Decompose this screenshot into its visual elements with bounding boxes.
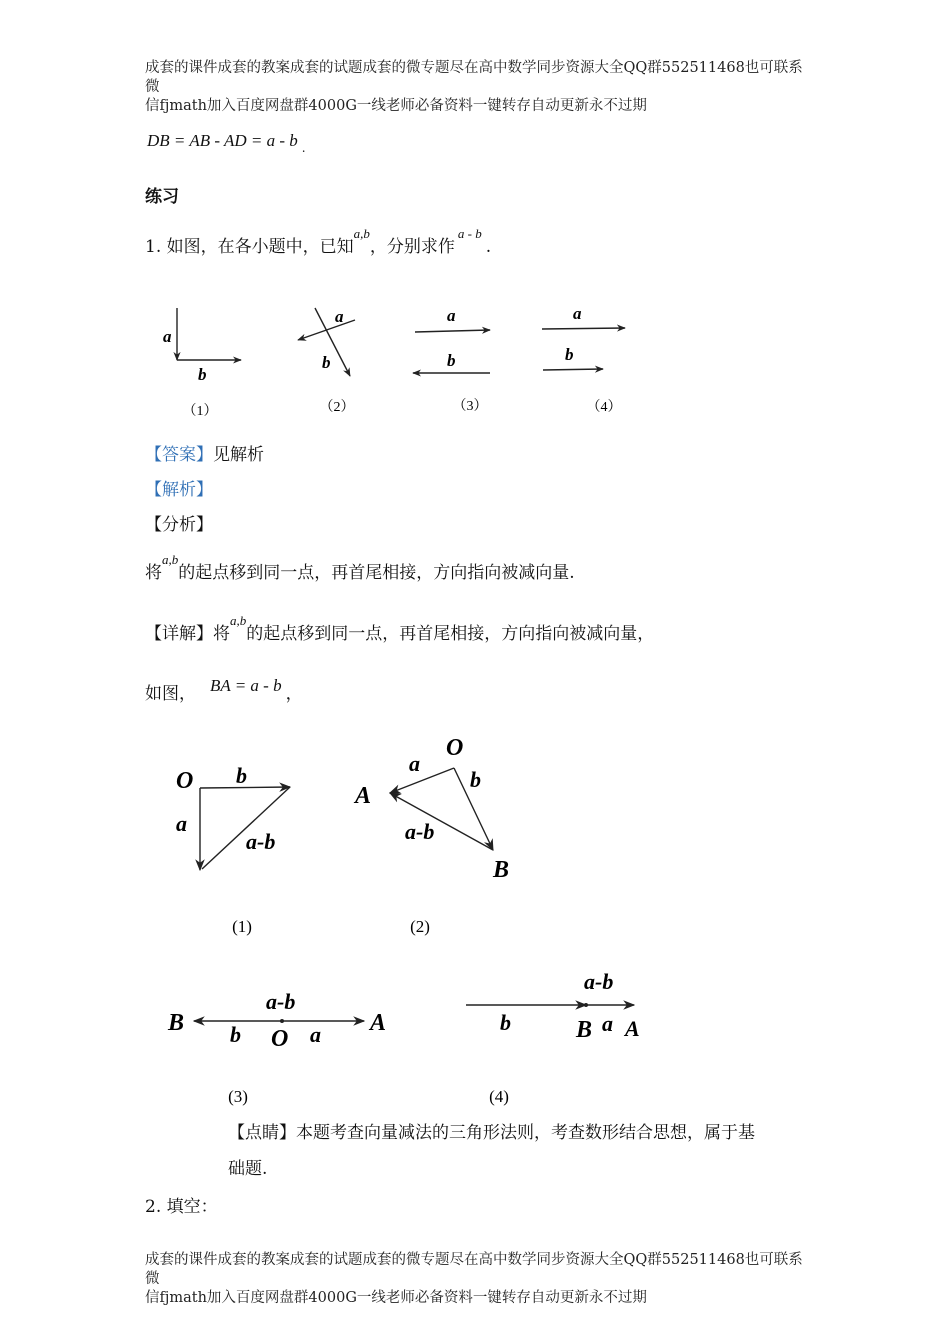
fig1-2-vector-b bbox=[315, 308, 350, 376]
fig1-caption-4: （4） bbox=[586, 400, 622, 415]
fig1-1-label-b: b bbox=[198, 365, 207, 384]
answer-line bbox=[145, 444, 264, 466]
fig2-2-label-amb: a-b bbox=[405, 819, 435, 844]
header-banner bbox=[145, 59, 815, 116]
equation-db bbox=[147, 130, 306, 153]
fig1-4-label-b: b bbox=[565, 345, 574, 364]
answer-tag: 【答案】 bbox=[145, 445, 213, 465]
footer-line-2: 信fjmath加入百度网盘群4000G一线老师必备资料一键转存自动更新永不过期 bbox=[145, 1290, 647, 1306]
fig2-3-label-amb: a-b bbox=[266, 989, 296, 1014]
fig2-2-point-O: O bbox=[446, 735, 464, 761]
fig1-caption-1: （1） bbox=[182, 404, 218, 419]
q1-amb: a - b bbox=[457, 226, 482, 241]
fig1-3-vector-a bbox=[415, 330, 490, 332]
practice-title: 练习 bbox=[145, 187, 179, 207]
question-2: 2. 填空： bbox=[145, 1197, 218, 1217]
fig2-3-label-b: b bbox=[230, 1022, 241, 1047]
fig2-1-label-b: b bbox=[236, 763, 247, 788]
fig2-4-label-a: a bbox=[602, 1011, 613, 1036]
fig2-caption-1: (1) bbox=[232, 917, 252, 936]
footer-line-1: 成套的课件成套的教案成套的试题成套的微专题尽在高中数学同步资源大全QQ群552511468也可联系微 bbox=[145, 1252, 803, 1287]
detail-text: 的起点移到同一点，再首尾相接，方向指向被减向量， bbox=[246, 624, 655, 644]
footer-banner bbox=[145, 1251, 815, 1308]
fig2-caption-2: (2) bbox=[410, 917, 430, 936]
analysis-tag: 【解析】 bbox=[145, 480, 213, 500]
fig2-3-point-O: O bbox=[271, 1026, 289, 1052]
fig1-2-label-b: b bbox=[322, 353, 331, 372]
fig2-caption-3: (3) bbox=[228, 1087, 248, 1106]
fig2-1-label-amb: a-b bbox=[246, 829, 276, 854]
fenxi-ab: a,b bbox=[162, 552, 179, 567]
q1-mid: ，分别求作 bbox=[369, 237, 455, 257]
fig2-1-vector-amb bbox=[202, 787, 290, 869]
rutu-prefix: 如图， bbox=[145, 684, 196, 704]
fig1-caption-3: （3） bbox=[452, 399, 488, 414]
fig2-4-point-A: A bbox=[625, 1016, 640, 1041]
fig2-4-point-B: B bbox=[576, 1017, 593, 1043]
fig1-3-label-a: a bbox=[447, 306, 456, 325]
fig1-panel-4 bbox=[542, 304, 625, 415]
dianjing-text-2: 础题. bbox=[228, 1159, 268, 1179]
fenxi-text: 的起点移到同一点，再首尾相接，方向指向被减向量. bbox=[178, 563, 575, 583]
figure-1-vectors bbox=[145, 290, 645, 425]
fenxi-line bbox=[145, 552, 575, 585]
fig2-3-origin-dot bbox=[280, 1019, 284, 1023]
fig2-panel-3 bbox=[167, 989, 386, 1106]
fig1-panel-3 bbox=[413, 306, 490, 414]
equation-db-end: . bbox=[301, 141, 306, 155]
q1-end: . bbox=[485, 237, 492, 257]
figure-2-solutions bbox=[150, 725, 670, 1115]
fig2-panel-2 bbox=[353, 735, 509, 936]
rutu-eq: BA = a - b bbox=[210, 676, 282, 695]
fig1-panel-2 bbox=[298, 307, 355, 415]
answer-text: 见解析 bbox=[213, 445, 264, 465]
fig2-2-vector-a bbox=[390, 768, 454, 793]
fenxi-tag: 【分析】 bbox=[145, 515, 213, 535]
fig2-2-label-a: a bbox=[409, 751, 420, 776]
fig2-2-point-B: B bbox=[493, 857, 510, 883]
fig2-panel-1 bbox=[176, 763, 290, 936]
dianjing-tag: 【点睛】 bbox=[228, 1123, 296, 1143]
fig2-4-point-B-dot bbox=[584, 1003, 588, 1007]
dianjing-block bbox=[228, 1122, 808, 1180]
fig2-2-label-b: b bbox=[470, 767, 481, 792]
fig2-1-label-a: a bbox=[176, 811, 187, 836]
fig1-4-vector-a bbox=[542, 328, 625, 329]
q1-ab: a,b bbox=[353, 226, 370, 241]
fig2-panel-4 bbox=[466, 969, 640, 1106]
rutu-line bbox=[145, 676, 303, 705]
fig2-3-point-A: A bbox=[370, 1010, 387, 1036]
fig2-2-point-A: A bbox=[355, 783, 372, 809]
rutu-end: ， bbox=[285, 684, 303, 704]
detail-ab: a,b bbox=[230, 613, 247, 628]
fig2-3-point-B: B bbox=[168, 1010, 185, 1036]
q1-prefix: 1. 如图，在各小题中，已知 bbox=[145, 237, 354, 257]
fig1-1-label-a: a bbox=[163, 327, 172, 346]
fenxi-prefix: 将 bbox=[145, 563, 162, 583]
question-1 bbox=[145, 226, 492, 259]
fig2-caption-4: (4) bbox=[489, 1087, 509, 1106]
fig1-3-label-b: b bbox=[447, 351, 456, 370]
fig1-caption-2: （2） bbox=[319, 400, 355, 415]
header-line-1: 成套的课件成套的教案成套的试题成套的微专题尽在高中数学同步资源大全QQ群552511468也可联系微 bbox=[145, 60, 803, 95]
dianjing-text-1: 本题考查向量减法的三角形法则，考查数形结合思想，属于基 bbox=[296, 1123, 755, 1143]
detail-tag: 【详解】将 bbox=[145, 624, 230, 644]
fig2-1-point-O: O bbox=[176, 768, 194, 794]
fig2-4-label-amb: a-b bbox=[584, 969, 614, 994]
fig1-2-label-a: a bbox=[335, 307, 344, 326]
fig1-4-label-a: a bbox=[573, 304, 582, 323]
fig2-4-label-b: b bbox=[500, 1010, 511, 1035]
detail-line bbox=[145, 613, 655, 646]
equation-db-text: DB = AB - AD = a - b bbox=[147, 131, 298, 150]
fig1-panel-1 bbox=[163, 308, 241, 419]
header-line-2: 信fjmath加入百度网盘群4000G一线老师必备资料一键转存自动更新永不过期 bbox=[145, 98, 647, 114]
fig2-3-label-a: a bbox=[310, 1022, 321, 1047]
fig1-4-vector-b bbox=[543, 369, 603, 370]
